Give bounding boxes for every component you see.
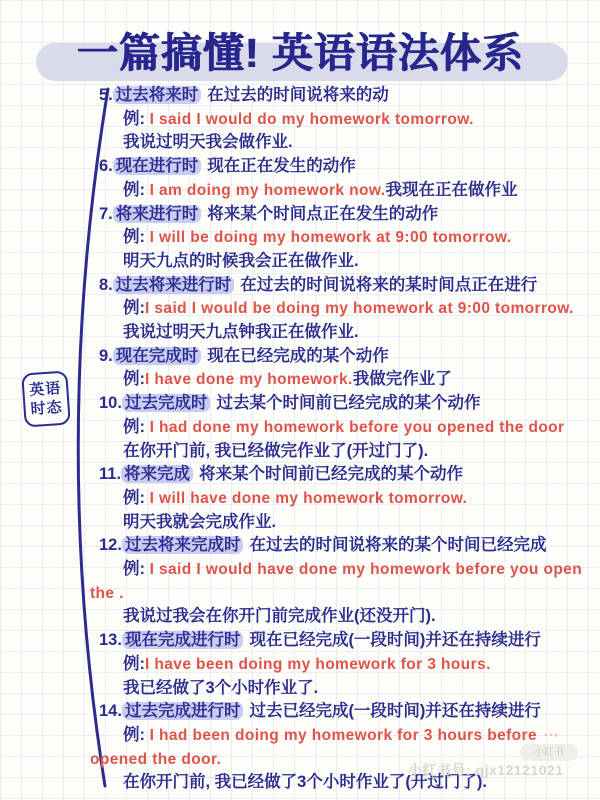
english-example-text: I had been doing my homework for 3 hours before: [149, 726, 537, 744]
example-line: [90, 582, 590, 606]
chinese-text: 例:: [123, 109, 150, 128]
tense-description: 将来某个时间前已经完成的某个动作: [199, 465, 464, 484]
tense-heading: [90, 345, 590, 369]
item-number: 12.: [99, 536, 122, 555]
stamp-line2: 时态: [30, 398, 64, 419]
chinese-text: 明天我就会完成作业.: [123, 512, 277, 531]
english-example-text: opened the door.: [90, 750, 222, 768]
tense-name: 过去将来完成时: [122, 536, 244, 554]
example-line: [90, 108, 590, 132]
chinese-text: 我说过我会在你开门前完成作业(还没开门).: [123, 607, 436, 626]
item-number: 10.: [99, 394, 122, 413]
tense-name: 现在完成时: [113, 347, 202, 365]
example-line: [90, 321, 590, 345]
chinese-text: 明天九点的时候我会正在做作业.: [123, 251, 359, 270]
chinese-text: 例:: [123, 725, 150, 744]
tense-description: 将来某个时间点正在发生的动作: [207, 204, 439, 223]
tense-item: [90, 203, 590, 274]
item-number: 6.: [99, 157, 113, 176]
stamp-line1: 英语: [28, 379, 62, 400]
english-example-text: ⋯: [537, 726, 561, 744]
chinese-text: 例:: [123, 228, 150, 247]
tense-item: [90, 700, 590, 795]
item-number: 9.: [99, 346, 113, 365]
tense-description: 现在已经完成的某个动作: [207, 346, 389, 365]
chinese-text: 例:: [123, 560, 150, 579]
example-line: [90, 487, 590, 511]
chinese-text: 我说过明天九点钟我正在做作业.: [123, 323, 359, 342]
tense-name: 现在进行时: [113, 157, 202, 175]
english-example-text: I have been doing my homework for 3 hours.: [145, 655, 491, 673]
chinese-text: 例:: [123, 370, 145, 389]
tense-heading: [90, 203, 590, 227]
tense-item: [90, 84, 590, 155]
item-number: 7.: [99, 204, 113, 223]
chinese-text: 我说过明天我会做作业.: [123, 133, 293, 152]
example-line: [90, 677, 590, 701]
tense-heading: [90, 274, 590, 298]
tense-description: 在过去的时间说将来的某个时间已经完成: [249, 536, 547, 555]
page-title: 一篇搞懂! 英语语法体系: [76, 30, 524, 76]
chinese-text: 我做完作业了: [352, 370, 452, 389]
chinese-text: 例:: [123, 299, 145, 318]
example-line: [90, 368, 590, 392]
example-line: [90, 416, 590, 440]
tense-name: 过去将来进行时: [113, 276, 235, 294]
english-example-text: I said I would have done my homework before you open: [149, 561, 583, 579]
tense-item: [90, 534, 590, 629]
tense-name: 将来完成: [121, 465, 193, 483]
example-line: [90, 226, 590, 250]
tense-description: 过去已经完成(一段时间)并还在持续进行: [249, 702, 541, 721]
example-line: [90, 297, 590, 321]
tense-description: 过去某个时间前已经完成的某个动作: [216, 394, 481, 413]
tense-name: 过去将来时: [113, 86, 202, 104]
chinese-text: 例:: [123, 417, 150, 436]
tense-heading: [90, 155, 590, 179]
item-number: 13.: [99, 631, 122, 650]
tense-description: 现在正在发生的动作: [207, 157, 356, 176]
example-line: [90, 605, 590, 629]
tense-description: 现在已经完成(一段时间)并还在持续进行: [249, 631, 541, 650]
chinese-text: 例:: [123, 488, 150, 507]
tense-name: 将来进行时: [113, 205, 202, 223]
example-line: [90, 511, 590, 535]
tense-name: 现在完成进行时: [122, 631, 244, 649]
english-example-text: I said I would be doing my homework at 9:00 tomorrow.: [145, 300, 574, 318]
title-block: [0, 10, 600, 82]
example-line: [90, 558, 590, 582]
tense-stamp: [21, 370, 71, 427]
chinese-text: 我现在正在做作业: [385, 180, 518, 199]
tense-description: 在过去的时间说将来的某时间点正在进行: [240, 275, 538, 294]
tense-item: [90, 463, 590, 534]
tense-heading: [90, 392, 590, 416]
tense-name: 过去完成时: [122, 394, 211, 412]
tense-heading: [90, 629, 590, 653]
english-example-text: the .: [90, 584, 124, 602]
tense-description: 在过去的时间说将来的动: [207, 86, 389, 104]
item-number: 5.: [99, 86, 113, 104]
chinese-text: 例:: [123, 180, 150, 199]
chinese-text: 在你开门前, 我已经做完作业了(开过门了).: [123, 441, 429, 460]
item-number: 14.: [99, 702, 122, 721]
tense-list: [90, 84, 590, 795]
tense-heading: [90, 700, 590, 724]
item-number: 8.: [99, 275, 113, 294]
example-line: [90, 179, 590, 203]
example-line: [90, 440, 590, 464]
example-line: [90, 653, 590, 677]
english-example-text: I have done my homework.: [145, 371, 353, 389]
english-example-text: I will have done my homework tomorrow.: [149, 489, 468, 507]
tense-item: [90, 345, 590, 392]
watermark-badge: 小红书: [520, 744, 578, 761]
english-example-text: I will be doing my homework at 9:00 tomorrow.: [149, 229, 512, 247]
chinese-text: 例:: [123, 654, 145, 673]
item-number: 11.: [99, 465, 122, 484]
tense-item: [90, 274, 590, 345]
english-example-text: I said I would do my homework tomorrow.: [149, 110, 474, 128]
tense-item: [90, 155, 590, 202]
tense-heading: [90, 463, 590, 487]
tense-heading: [90, 534, 590, 558]
chinese-text: 我已经做了3个小时作业了.: [123, 678, 319, 697]
english-example-text: I had done my homework before you opened the door: [149, 418, 565, 436]
example-line: [90, 131, 590, 155]
example-line: [90, 724, 590, 748]
tense-item: [90, 629, 590, 700]
tense-name: 过去完成进行时: [122, 702, 244, 720]
chinese-text: 在你开门前, 我已经做了3个小时作业了(开过门了).: [123, 773, 487, 792]
example-line: [90, 250, 590, 274]
english-example-text: I am doing my homework now.: [149, 181, 386, 199]
tense-heading: [90, 84, 590, 108]
tense-item: [90, 392, 590, 463]
watermark-id: 小红书号: qjx12121021: [408, 762, 564, 778]
